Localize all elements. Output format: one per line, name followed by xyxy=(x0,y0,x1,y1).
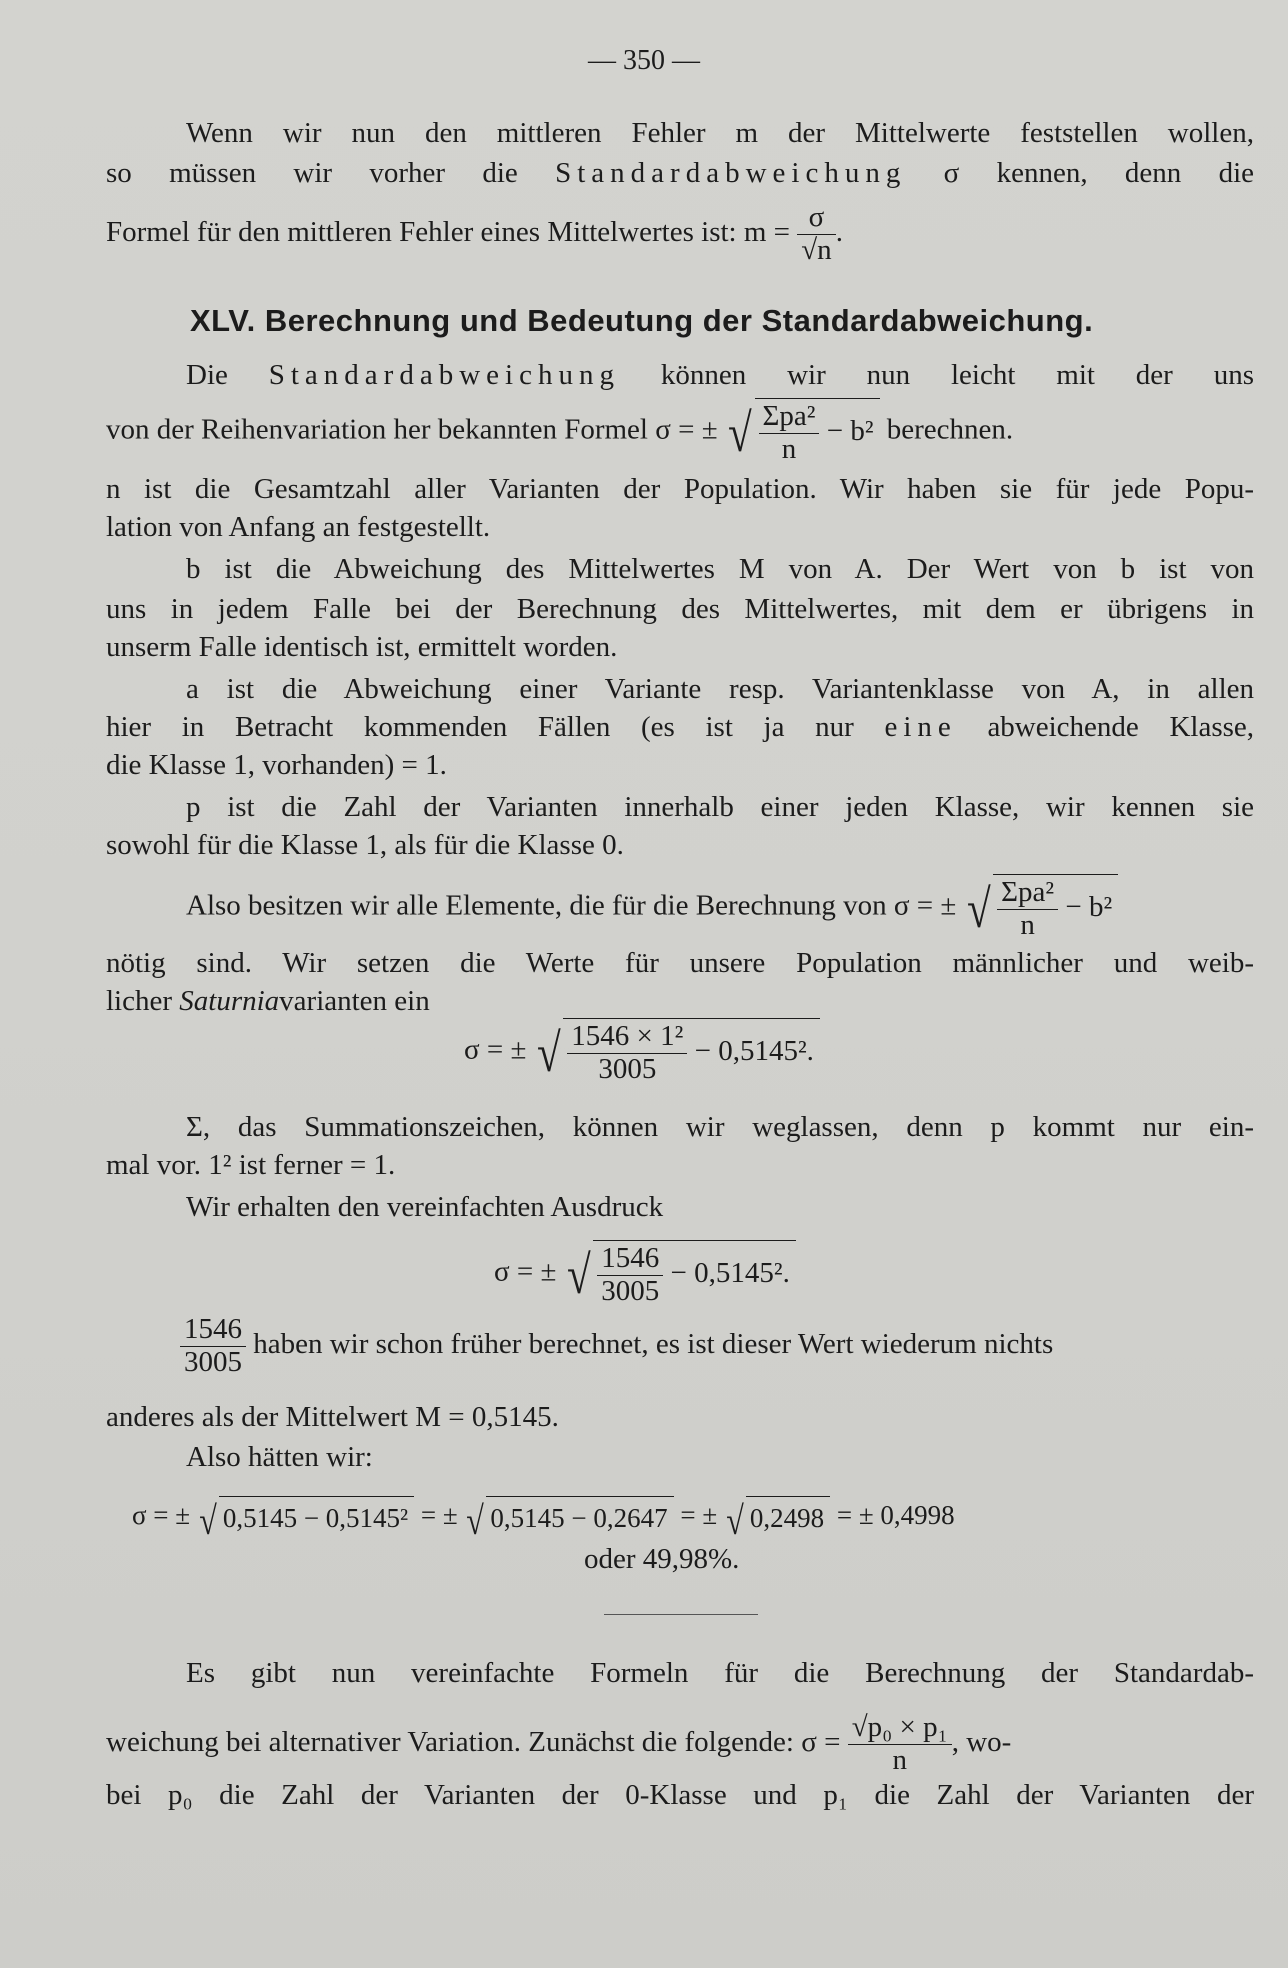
numerator: 1546 xyxy=(180,1314,246,1347)
denominator: √n xyxy=(801,233,832,266)
fraction xyxy=(797,202,835,267)
p12-line-1: Es gibt nun vereinfachte Formeln für die Berechnung der Standardab- xyxy=(186,1657,1254,1689)
p10-line-2: anderes als der Mittelwert M = 0,5145. xyxy=(106,1401,559,1433)
square-root xyxy=(464,1496,673,1544)
text: − 0,5145². xyxy=(670,1257,790,1290)
p1-line-1: Wenn wir nun den mittleren Fehler m der Mittelwerte feststellen wollen, xyxy=(186,117,1254,149)
denominator: n xyxy=(892,1743,907,1776)
radicand: 0,5145 − 0,5145² xyxy=(219,1496,414,1537)
root-sign-icon: √ xyxy=(966,879,991,940)
text: σ = ± xyxy=(464,1033,527,1066)
fraction xyxy=(759,401,820,466)
denominator: 3005 xyxy=(184,1345,242,1378)
numerator: Σpa² xyxy=(997,877,1058,910)
numerator: σ xyxy=(797,202,835,235)
numerator: 1546 xyxy=(597,1243,663,1276)
text: berechnen. xyxy=(886,413,1014,446)
p12-line-3: bei p₀ die Zahl der Varianten der 0-Klasse und p₁ die Zahl der Varianten der xyxy=(106,1779,1254,1811)
p6-line-1: p ist die Zahl der Varianten innerhalb einer jeden Klasse, wir kennen sie xyxy=(186,791,1254,823)
fraction xyxy=(997,877,1058,942)
root-sign-icon: √ xyxy=(566,1245,591,1306)
denominator: 3005 xyxy=(601,1274,660,1307)
p1-line-2 xyxy=(106,154,1254,192)
p10-line-1 xyxy=(180,1314,1053,1379)
fraction xyxy=(848,1712,952,1777)
p11-line-1: Also hätten wir: xyxy=(186,1441,373,1473)
text: haben wir schon früher berechnet, es ist dieser Wert wiederum nichts xyxy=(253,1328,1054,1361)
p2-line-2 xyxy=(106,398,1013,466)
denominator: n xyxy=(1020,908,1035,941)
numerator: √p₀ × p₁ xyxy=(848,1712,952,1745)
text: weichung bei alternativer Variation. Zunächst die folgende: σ = xyxy=(106,1726,841,1759)
root-sign-icon: √ xyxy=(466,1498,485,1544)
spaced-term: Standardabweichung xyxy=(555,157,907,189)
text: abweichende Klasse, xyxy=(987,711,1255,743)
page-number: — 350 — xyxy=(588,45,700,76)
text: können wir nun leicht mit der uns xyxy=(660,359,1254,391)
text: σ kennen, denn die xyxy=(943,157,1254,189)
spaced-term: eine xyxy=(884,711,957,743)
fraction xyxy=(567,1021,687,1086)
text: = ± xyxy=(680,1500,718,1530)
radicand xyxy=(755,398,880,466)
root-sign-icon: √ xyxy=(726,1498,744,1544)
text: Also besitzen wir alle Elemente, die für die Berechnung von σ = ± xyxy=(186,889,957,922)
p3-line-2: lation von Anfang an festgestellt. xyxy=(106,511,491,543)
p5-line-1: a ist die Abweichung einer Variante resp. Variantenklasse von A, in allen xyxy=(186,673,1254,705)
text: σ = ± xyxy=(494,1255,557,1288)
fraction xyxy=(597,1243,663,1308)
text: licher xyxy=(106,985,173,1017)
italic-term: Saturnia xyxy=(179,985,280,1017)
p7-line-1 xyxy=(186,874,1118,942)
text: von der Reihenvariation her bekannten Formel σ = ± xyxy=(106,413,718,446)
text: − 0,5145². xyxy=(694,1035,814,1068)
p4-line-2: uns in jedem Falle bei der Berechnung des Mittelwertes, mit dem er übrigens in xyxy=(106,593,1254,625)
square-root xyxy=(197,1496,414,1544)
denominator: 3005 xyxy=(598,1052,657,1085)
text: Die xyxy=(186,359,228,391)
radicand: 0,5145 − 0,2647 xyxy=(486,1496,673,1537)
square-root xyxy=(724,1496,830,1544)
root-sign-icon: √ xyxy=(199,1498,217,1544)
text: − b² xyxy=(1065,891,1113,924)
square-root xyxy=(964,874,1119,942)
p8-line-1: Σ, das Summationszeichen, können wir weglassen, denn p kommt nur ein- xyxy=(186,1111,1254,1143)
p7-line-2: nötig sind. Wir setzen die Werte für unsere Population männlicher und weib- xyxy=(106,947,1254,979)
equation-2 xyxy=(494,1240,796,1308)
radicand: 0,2498 xyxy=(746,1496,830,1537)
root-sign-icon: √ xyxy=(727,403,752,464)
equation-3 xyxy=(132,1496,955,1544)
radicand xyxy=(563,1018,820,1086)
fraction xyxy=(180,1314,246,1379)
text: Formel für den mittleren Fehler eines Mittelwertes ist: m = xyxy=(106,216,791,249)
section-divider xyxy=(604,1614,758,1615)
p3-line-1: n ist die Gesamtzahl aller Varianten der Population. Wir haben sie für jede Popu- xyxy=(106,473,1254,505)
numerator: Σpa² xyxy=(759,401,820,434)
p9-line-1: Wir erhalten den vereinfachten Ausdruck xyxy=(186,1191,664,1223)
p7-line-3 xyxy=(106,982,430,1020)
text: hier in Betracht kommenden Fällen (es ist ja nur xyxy=(106,711,854,743)
square-root xyxy=(564,1240,796,1308)
radicand xyxy=(593,1240,796,1308)
p6-line-2: sowohl für die Klasse 1, als für die Klasse 0. xyxy=(106,829,624,861)
p12-line-2 xyxy=(106,1712,1011,1777)
text: − b² xyxy=(826,415,874,448)
text: = ± xyxy=(420,1500,458,1530)
p5-line-2 xyxy=(106,708,1254,746)
p5-line-3: die Klasse 1, vorhanden) = 1. xyxy=(106,749,447,781)
text: so müssen wir vorher die xyxy=(106,157,518,189)
numerator: 1546 × 1² xyxy=(567,1021,687,1054)
radicand xyxy=(993,874,1118,942)
square-root xyxy=(725,398,880,466)
p4-line-3: unserm Falle identisch ist, ermittelt worden. xyxy=(106,631,618,663)
spaced-term: Standardabweichung xyxy=(268,359,620,391)
p1-line-3: Formel für den mittleren Fehler eines Mittelwertes ist: m = $\frac{\sigma}{√n}$ . xyxy=(106,201,843,266)
section-heading: XLV. Berechnung und Bedeutung der Standardabweichung. xyxy=(190,303,1094,338)
text: = ± 0,4998 xyxy=(836,1500,955,1530)
square-root xyxy=(534,1018,820,1086)
equation-3-result: oder 49,98%. xyxy=(584,1543,740,1575)
denominator: n xyxy=(781,432,797,465)
text: varianten ein xyxy=(279,985,430,1017)
text: , wo- xyxy=(951,1726,1012,1759)
p8-line-2: mal vor. 1² ist ferner = 1. xyxy=(106,1149,396,1181)
p4-line-1: b ist die Abweichung des Mittelwertes M von A. Der Wert von b ist von xyxy=(186,553,1254,585)
p2-line-1 xyxy=(186,356,1254,394)
text: σ = ± xyxy=(132,1500,191,1530)
root-sign-icon: √ xyxy=(536,1023,561,1084)
equation-1 xyxy=(464,1018,820,1086)
